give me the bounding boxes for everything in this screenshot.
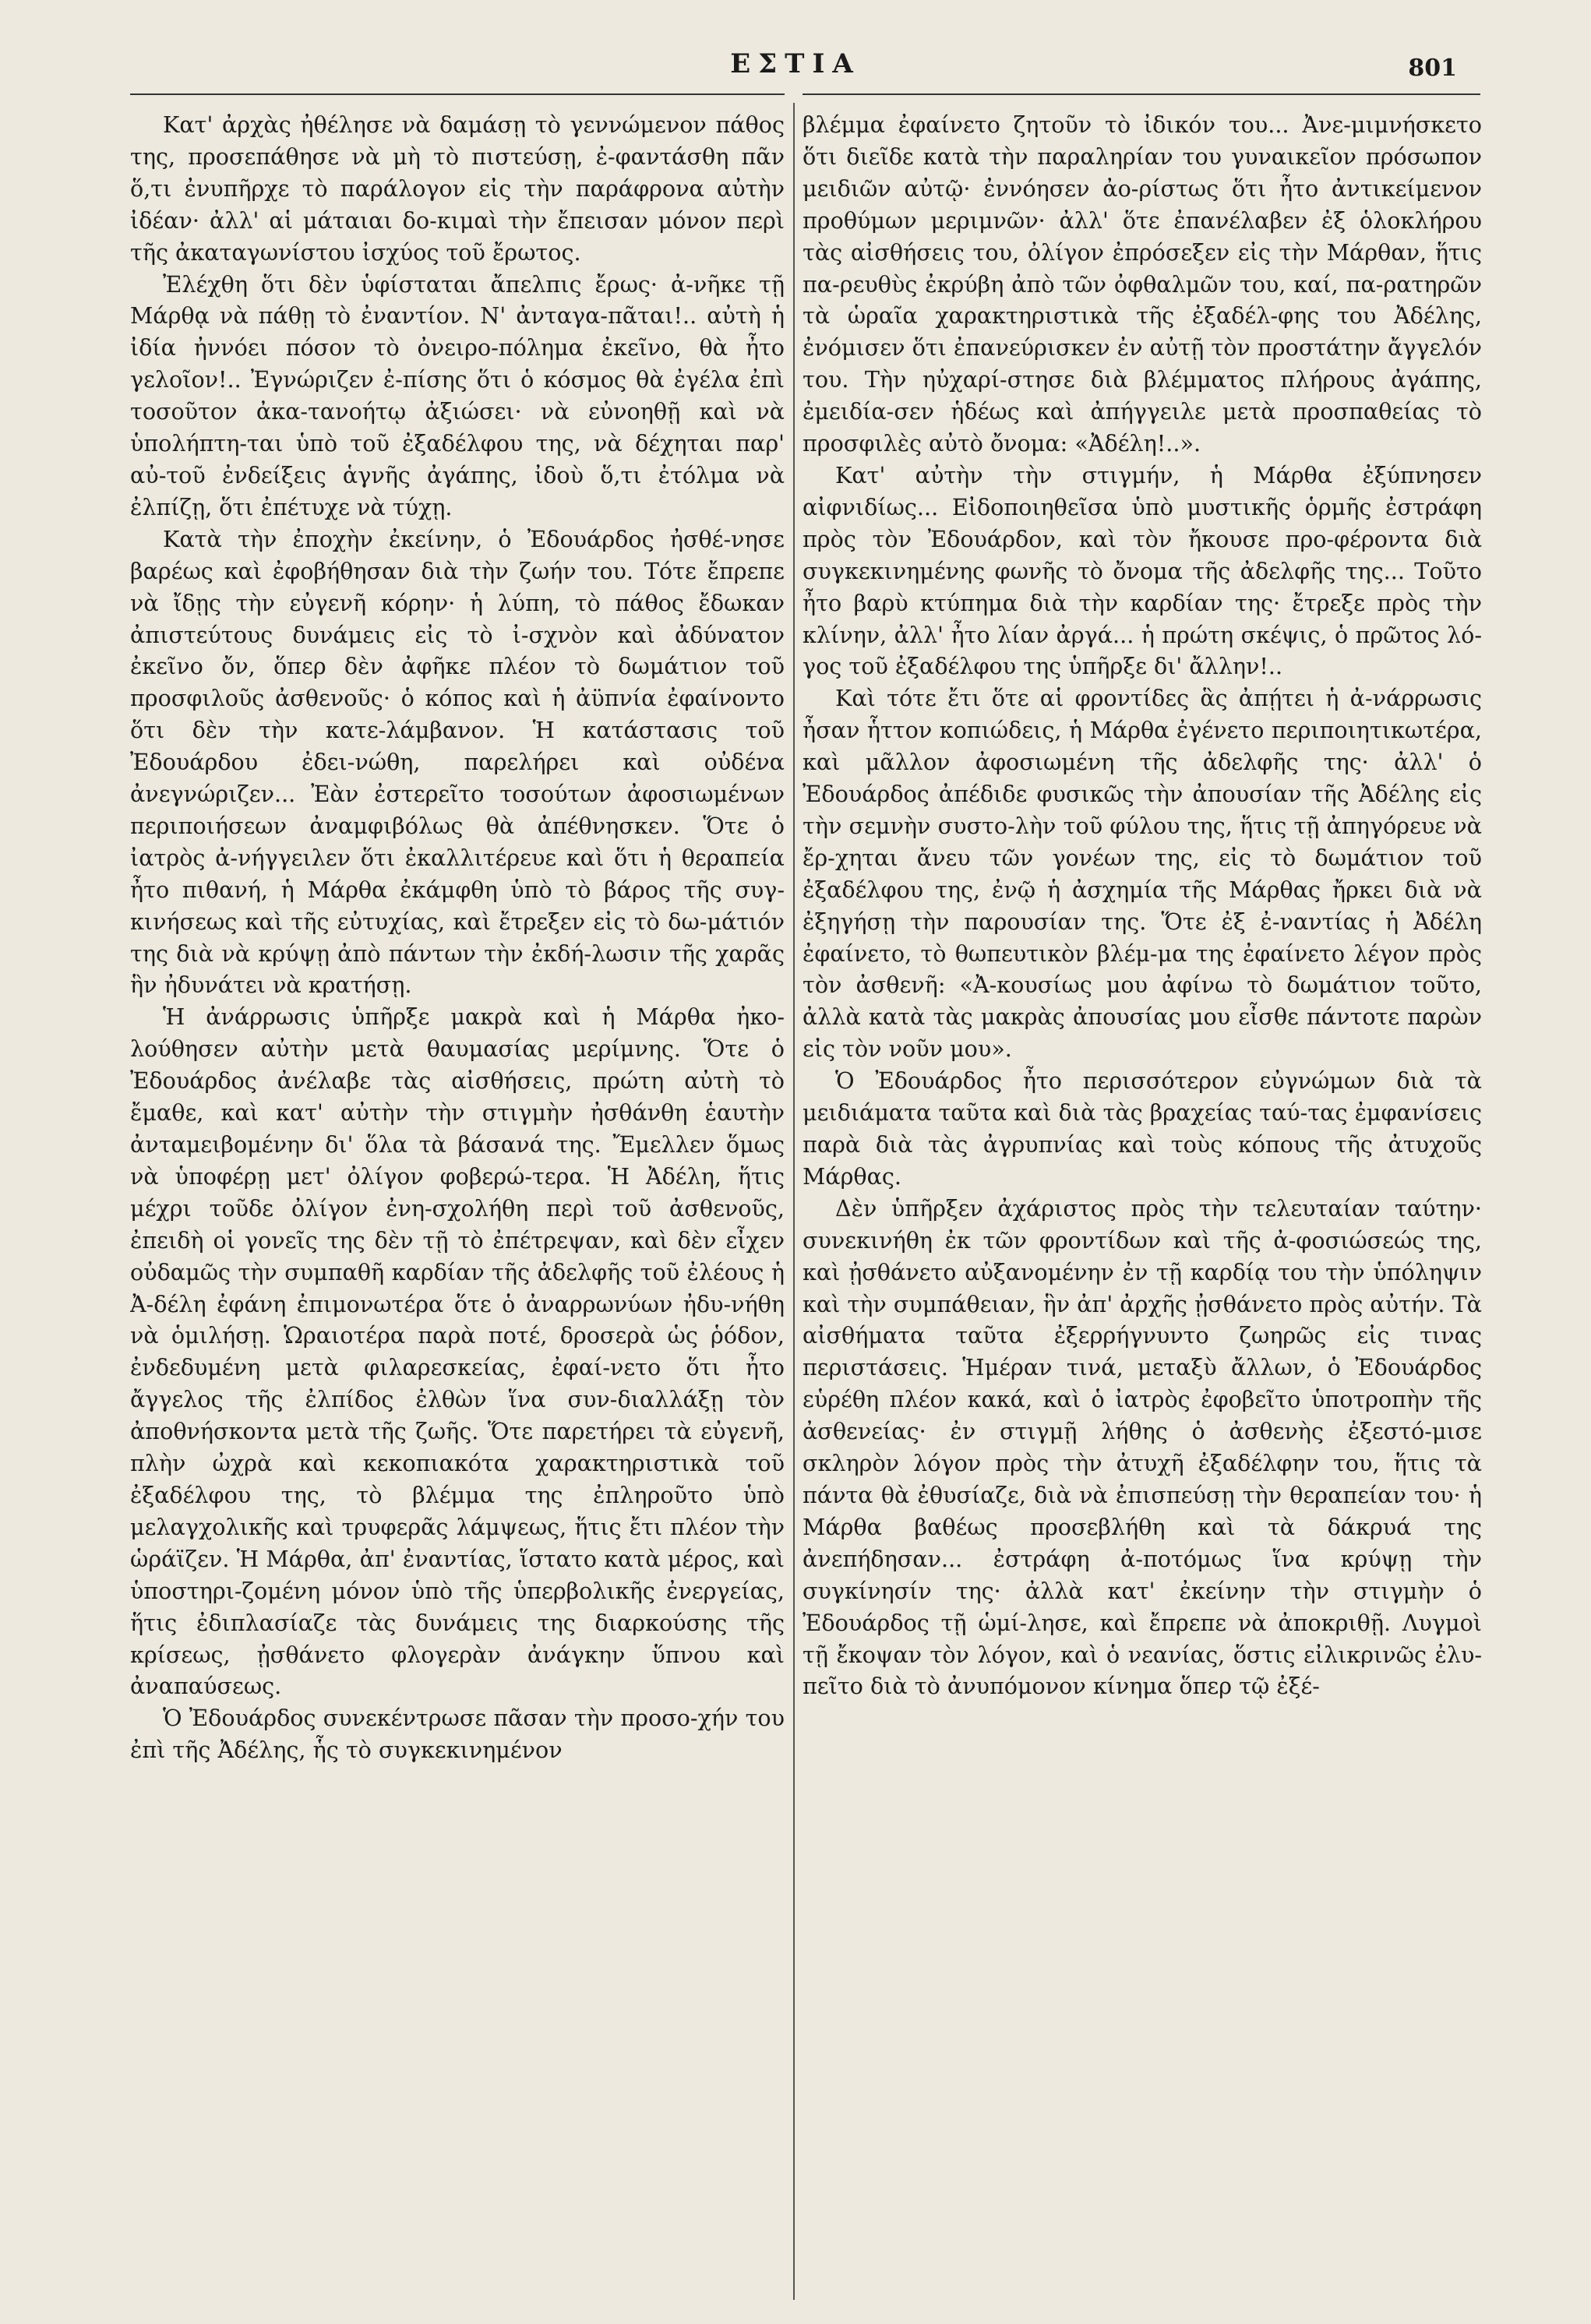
left-column xyxy=(130,109,785,2306)
header-rule-left xyxy=(130,93,785,95)
paragraph: Ἐλέχθη ὅτι δὲν ὑφίσταται ἄπελπις ἔρως· ἀ-νῆκε τῇ Μάρθᾳ νὰ πάθῃ τὸ ἐναντίον. Ν' ἀνταγα-πᾶται!.. αὐτὴ ἡ ἰδία ἠννόει πόσον τὸ ὀνειρο-πόλημα ἐκεῖνο, θὰ ἦτο γελοῖον!.. Ἐγνώριζεν ἐ-πίσης ὅτι ὁ κόσμος θὰ ἐγέλα ἐπὶ τοσοῦτον ἀκα-τανοήτῳ ἀξιώσει· νὰ εὐνοηθῇ καὶ νὰ ὑπολήπτη-ται ὑπὸ τοῦ ἐξαδέλφου της, νὰ δέχηται παρ' αὐ-τοῦ ἐνδείξεις ἁγνῆς ἀγάπης, ἰδοὺ ὅ,τι ἐτόλμα νὰ ἐλπίζῃ, ὅτι ἐπέτυχε νὰ τύχῃ. xyxy=(130,270,785,520)
column-divider xyxy=(793,103,795,2300)
paragraph: βλέμμα ἐφαίνετο ζητοῦν τὸ ἰδικόν του... Ἀνε-μιμνήσκετο ὅτι διεῖδε κατὰ τὴν παραληρίαν του γυναικεῖον πρόσωπον μειδιῶν αὐτῷ· ἐννόησεν ἀο-ρίστως ὅτι ἦτο ἀντικείμενον προθύμων μεριμνῶν· ἀλλ' ὅτε ἐπανέλαβεν ἐξ ὁλοκλήρου τὰς αἰσθήσεις του, ὀλίγον ἐπρόσεξεν εἰς τὴν Μάρθαν, ἥτις πα-ρευθὺς ἐκρύβη ἀπὸ τῶν ὀφθαλμῶν του, καί, πα-ρατηρῶν τὰ ὡραῖα χαρακτηριστικὰ τῆς ἐξαδέλ-φης του Ἀδέλης, ἐνόμισεν ὅτι ἐπανεύρισκεν ἐν αὐτῇ τὸν προστάτην ἄγγελόν του. Τὴν ηὐχαρί-στησε διὰ βλέμματος πλήρους ἀγάπης, ἐμειδία-σεν ἡδέως καὶ ἀπήγγειλε μετὰ προσπαθείας τὸ προσφιλὲς αὐτὸ ὄνομα: «Ἀδέλη!..». xyxy=(803,111,1482,457)
paragraph: Καὶ τότε ἔτι ὅτε αἱ φροντίδες ἃς ἀπῄτει ἡ ἀ-νάρρωσις ἦσαν ἧττον κοπιώδεις, ἡ Μάρθα ἐγένετο περιποιητικωτέρα, καὶ μᾶλλον ἀφοσιωμένη τῆς ἀδελφῆς της· ἀλλ' ὁ Ἐδουάρδος ἀπέδιδε φυσικῶς τὴν ἀπουσίαν τῆς Ἀδέλης εἰς τὴν σεμνὴν συστο-λὴν τοῦ φύλου της, ἥτις τῇ ἀπηγόρευε νὰ ἔρ-χηται ἄνευ τῶν γονέων της, εἰς τὸ δωμάτιον τοῦ ἐξαδέλφου της, ἐνῷ ἡ ἀσχημία τῆς Μάρθας ἤρκει διὰ νὰ ἐξηγήσῃ τὴν παρουσίαν της. Ὅτε ἐξ ἐ-ναντίας ἡ Ἀδέλη ἐφαίνετο, τὸ θωπευτικὸν βλέμ-μα της ἐφαίνετο λέγον πρὸς τὸν ἀσθενῆ: «Ἀ-κουσίως μου ἀφίνω τὸ δωμάτιον τοῦτο, ἀλλὰ κατὰ τὰς μακρὰς ἀπουσίας μου εἶσθε πάντοτε παρὼν εἰς τὸν νοῦν μου». xyxy=(803,685,1482,1063)
paragraph: Δὲν ὑπῆρξεν ἀχάριστος πρὸς τὴν τελευταίαν ταύτην· συνεκινήθη ἐκ τῶν φροντίδων καὶ τῆς ἀ-φοσιώσεώς της, καὶ ᾐσθάνετο αὐξανομένην ἐν τῇ καρδίᾳ του τὴν ὑπόληψιν καὶ τὴν συμπάθειαν, ἣν ἀπ' ἀρχῆς ᾐσθάνετο πρὸς αὐτήν. Τὰ αἰσθήματα ταῦτα ἐξερρήγνυντο ζωηρῶς εἰς τινας περιστάσεις. Ἡμέραν τινά, μεταξὺ ἄλλων, ὁ Ἐδουάρδος εὑρέθη πλέον κακά, καὶ ὁ ἰατρὸς ἐφοβεῖτο ὑποτροπὴν τῆς ἀσθενείας· ἐν στιγμῇ λήθης ὁ ἀσθενὴς ἐξεστό-μισε σκληρὸν λόγον πρὸς τὴν ἀτυχῆ ἐξαδέλφην του, ἥτις τὰ πάντα θὰ ἐθυσίαζε, διὰ νὰ ἐπισπεύσῃ τὴν θεραπείαν του· ἡ Μάρθα βαθέως προσεβλήθη καὶ τὰ δάκρυά της ἀνεπήδησαν... ἐστράφη ἀ-ποτόμως ἵνα κρύψῃ τὴν συγκίνησίν της· ἀλλὰ κατ' ἐκείνην τὴν στιγμὴν ὁ Ἐδουάρδος τῇ ὡμί-λησε, καὶ ἔπρεπε νὰ ἀποκριθῇ. Λυγμοὶ τῇ ἔκοψαν τὸν λόγον, καὶ ὁ νεανίας, ὅστις εἰλικρινῶς ἐλυ-πεῖτο διὰ τὸ ἀνυπόμονον κίνημα ὅπερ τῷ ἐξέ- xyxy=(803,1194,1482,1700)
paragraph: Ὁ Ἐδουάρδος ἦτο περισσότερον εὐγνώμων διὰ τὰ μειδιάματα ταῦτα καὶ διὰ τὰς βραχείας ταύ-τας ἐμφανίσεις παρὰ διὰ τὰς ἀγρυπνίας καὶ τοὺς κόπους τῆς ἀτυχοῦς Μάρθας. xyxy=(803,1067,1482,1190)
header-rule-right xyxy=(803,93,1480,95)
right-column xyxy=(803,109,1482,2306)
paragraph: Κατὰ τὴν ἐποχὴν ἐκείνην, ὁ Ἐδουάρδος ἠσθέ-νησε βαρέως καὶ ἐφοβήθησαν διὰ τὴν ζωήν του. Τότε ἔπρεπε νὰ ἴδῃς τὴν εὐγενῆ κόρην· ἡ λύπη, τὸ πάθος ἔδωκαν ἀπιστεύτους δυνάμεις εἰς τὸ ἰ-σχνὸν καὶ ἀδύνατον ἐκεῖνο ὄν, ὅπερ δὲν ἀφῆκε πλέον τὸ δωμάτιον τοῦ προσφιλοῦς ἀσθενοῦς· ὁ κόπος καὶ ἡ ἀϋπνία ἐφαίνοντο ὅτι δὲν τὴν κατε-λάμβανον. Ἡ κατάστασις τοῦ Ἐδουάρδου ἐδει-νώθη, παρελήρει καὶ οὐδένα ἀνεγνώριζεν... Ἐὰν ἐστερεῖτο τοσούτων ἀφοσιωμένων περιποιήσεων ἀναμφιβόλως θὰ ἀπέθνησκεν. Ὅτε ὁ ἰατρὸς ἀ-νήγγειλεν ὅτι ἐκαλλιτέρευε καὶ ὅτι ἡ θεραπεία ἦτο πιθανή, ἡ Μάρθα ἐκάμφθη ὑπὸ τὸ βάρος τῆς συγ-κινήσεως καὶ τῆς εὐτυχίας, καὶ ἔτρεξεν εἰς τὸ δω-μάτιόν της διὰ νὰ κρύψῃ ἀπὸ πάντων τὴν ἐκδή-λωσιν τῆς χαρᾶς ἣν ἠδυνάτει νὰ κρατήσῃ. xyxy=(130,525,785,999)
page-number: 801 xyxy=(1408,55,1457,82)
running-title: ΕΣΤΙΑ xyxy=(730,48,861,79)
page-header xyxy=(0,48,1591,95)
paragraph: Κατ' αὐτὴν τὴν στιγμήν, ἡ Μάρθα ἐξύπνησεν αἰφνιδίως... Εἰδοποιηθεῖσα ὑπὸ μυστικῆς ὁρμῆς ἐστράφη πρὸς τὸν Ἐδουάρδον, καὶ τὸν ἤκουσε προ-φέροντα διὰ συγκεκινημένης φωνῆς τὸ ὄνομα τῆς ἀδελφῆς της... Τοῦτο ἦτο βαρὺ κτύπημα διὰ τὴν καρδίαν της· ἔτρεξε πρὸς τὴν κλίνην, ἀλλ' ἦτο λίαν ἀργά... ἡ πρώτη σκέψις, ὁ πρῶτος λό-γος τοῦ ἐξαδέλφου της ὑπῆρξε δι' ἄλλην!.. xyxy=(803,461,1482,680)
paragraph: Ὁ Ἐδουάρδος συνεκέντρωσε πᾶσαν τὴν προσο-χήν του ἐπὶ τῆς Ἀδέλης, ἧς τὸ συγκεκινημένον xyxy=(130,1705,785,1764)
paragraph: Κατ' ἀρχὰς ἠθέλησε νὰ δαμάσῃ τὸ γεννώμενον πάθος της, προσεπάθησε νὰ μὴ τὸ πιστεύσῃ, ἐ-φαντάσθη πᾶν ὅ,τι ἐνυπῆρχε τὸ παράλογον εἰς τὴν παράφρονα αὐτὴν ἰδέαν· ἀλλ' αἱ μάταιαι δο-κιμαὶ τὴν ἔπεισαν μόνον περὶ τῆς ἀκαταγωνίστου ἰσχύος τοῦ ἔρωτος. xyxy=(130,111,785,266)
paragraph: Ἡ ἀνάρρωσις ὑπῆρξε μακρὰ καὶ ἡ Μάρθα ἠκο-λούθησεν αὐτὴν μετὰ θαυμασίας μερίμνης. Ὅτε ὁ Ἐδουάρδος ἀνέλαβε τὰς αἰσθήσεις, πρώτη αὐτὴ τὸ ἔμαθε, καὶ κατ' αὐτὴν τὴν στιγμὴν ἠσθάνθη ἑαυτὴν ἀνταμειβομένην δι' ὅλα τὰ βάσανά της. Ἔμελλεν ὅμως νὰ ὑποφέρῃ μετ' ὀλίγον φοβερώ-τερα. Ἡ Ἀδέλη, ἥτις μέχρι τοῦδε ὀλίγον ἐνη-σχολήθη περὶ τοῦ ἀσθενοῦς, ἐπειδὴ οἱ γονεῖς της δὲν τῇ τὸ ἐπέτρεψαν, καὶ δὲν εἶχεν οὐδαμῶς τὴν συμπαθῆ καρδίαν τῆς ἀδελφῆς τοῦ ἐλέους ἡ Ἀ-δέλη ἐφάνη ἐπιμονωτέρα ὅτε ὁ ἀναρρωνύων ἠδυ-νήθη νὰ ὁμιλήσῃ. Ὡραιοτέρα παρὰ ποτέ, δροσερὰ ὡς ῥόδον, ἐνδεδυμένη μετὰ φιλαρεσκείας, ἐφαί-νετο ὅτι ἦτο ἄγγελος τῆς ἐλπίδος ἐλθὼν ἵνα συν-διαλλάξῃ τὸν ἀποθνήσκοντα μετὰ τῆς ζωῆς. Ὅτε παρετήρει τὰ εὐγενῆ, πλὴν ὠχρὰ καὶ κεκοπιακότα χαρακτηριστικὰ τοῦ ἐξαδέλφου της, τὸ βλέμμα της ἐπληροῦτο ὑπὸ μελαγχολικῆς καὶ τρυφερᾶς λάμψεως, ἥτις ἔτι πλέον τὴν ὡράϊζεν. Ἡ Μάρθα, ἀπ' ἐναντίας, ἵστατο κατὰ μέρος, καὶ ὑποστηρι-ζομένη μόνον ὑπὸ τῆς ὑπερβολικῆς ἐνεργείας, ἥτις ἐδιπλασίαζε τὰς δυνάμεις της διαρκούσης τῆς κρίσεως, ᾐσθάνετο φλογερὰν ἀνάγκην ὕπνου καὶ ἀναπαύσεως. xyxy=(130,1003,785,1700)
